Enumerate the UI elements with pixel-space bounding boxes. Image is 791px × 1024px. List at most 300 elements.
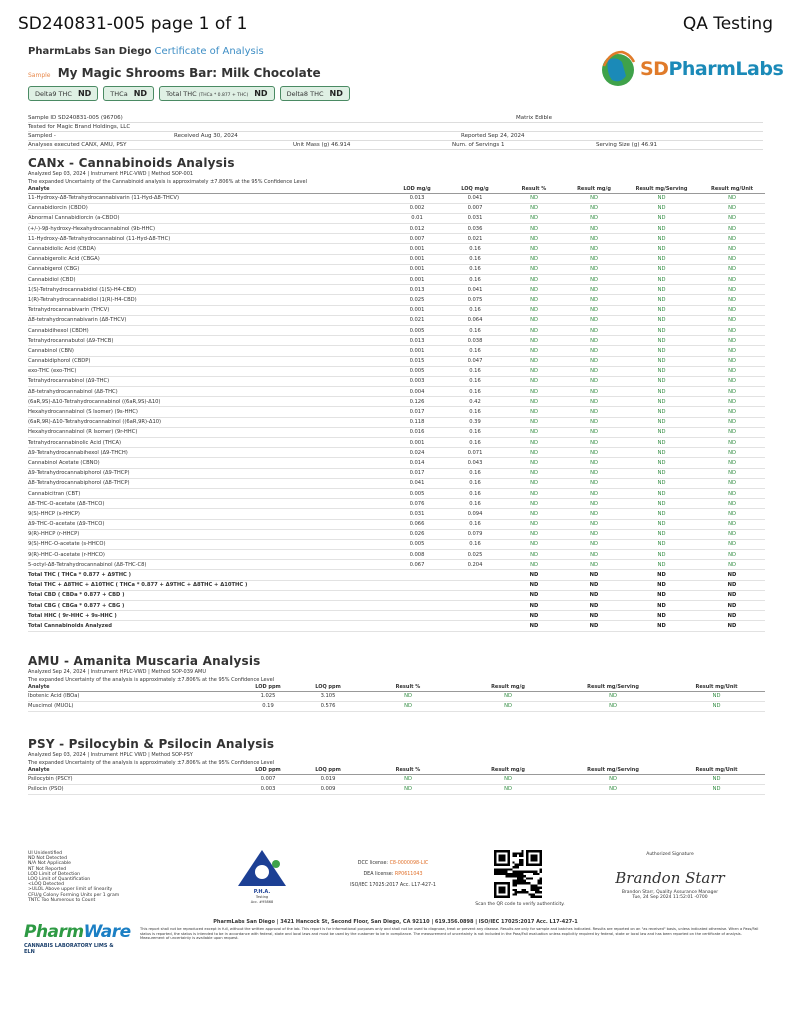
table-row: [28, 458, 765, 468]
analyte-cell: Cannabicitran (CBT): [28, 488, 388, 498]
value-cell: [446, 590, 504, 600]
sample-tag: Sample: [28, 72, 51, 79]
psy-table: [28, 768, 765, 795]
analyte-cell: Cannabidiorcin (CBDO): [28, 203, 388, 213]
value-cell: 0.001: [388, 264, 446, 274]
table-row: [28, 356, 765, 366]
value-cell: 0.16: [446, 539, 504, 549]
value-cell: 0.024: [388, 448, 446, 458]
value-cell: ND: [699, 264, 765, 274]
handwritten-signature: Brandon Starr: [615, 869, 725, 887]
value-cell: ND: [564, 590, 624, 600]
analyte-cell: 1(S)-Tetrahydrocannabidiol (1(S)-H4-CBD): [28, 285, 388, 295]
table-row: [28, 499, 765, 509]
document-id-page: SD240831-005 page 1 of 1: [18, 14, 248, 34]
value-cell: [446, 570, 504, 580]
value-cell: 0.067: [388, 560, 446, 570]
pill-delta9-thc: Delta9 THC ND: [28, 86, 98, 101]
analyte-cell: (6aR,9S)-Δ10-Tetrahydrocannabinol ((6aR,9S)-Δ10): [28, 397, 388, 407]
value-cell: ND: [699, 601, 765, 611]
value-cell: ND: [458, 691, 558, 701]
table-row: [28, 397, 765, 407]
value-cell: ND: [699, 529, 765, 539]
meta-serving-size: Serving Size (g) 46.91: [596, 142, 657, 148]
value-cell: ND: [564, 254, 624, 264]
value-cell: ND: [668, 701, 765, 711]
analyte-cell: Muscimol (MUOL): [28, 701, 238, 711]
value-cell: ND: [624, 529, 699, 539]
value-cell: 0.16: [446, 264, 504, 274]
value-cell: ND: [504, 203, 564, 213]
value-cell: ND: [504, 234, 564, 244]
analyte-cell: Psilocybin (PSCY): [28, 774, 238, 784]
value-cell: ND: [624, 468, 699, 478]
value-cell: ND: [624, 397, 699, 407]
analyte-cell: Psilocin (PSO): [28, 784, 238, 794]
value-cell: ND: [564, 387, 624, 397]
value-cell: ND: [504, 448, 564, 458]
value-cell: ND: [699, 356, 765, 366]
value-cell: 0.038: [446, 336, 504, 346]
meta-reported: Reported Sep 24, 2024: [461, 133, 525, 139]
value-cell: 0.16: [446, 438, 504, 448]
value-cell: ND: [504, 550, 564, 560]
value-cell: ND: [358, 691, 458, 701]
value-cell: ND: [564, 275, 624, 285]
value-cell: ND: [504, 305, 564, 315]
value-cell: ND: [504, 621, 564, 631]
value-cell: ND: [504, 224, 564, 234]
table-row: [28, 346, 765, 356]
pharmware-wordmark: PharmWare: [24, 922, 131, 942]
table-row: [28, 519, 765, 529]
value-cell: ND: [504, 438, 564, 448]
value-cell: ND: [564, 244, 624, 254]
value-cell: 0.16: [446, 305, 504, 315]
value-cell: ND: [699, 346, 765, 356]
value-cell: ND: [558, 691, 668, 701]
analyte-cell: Tetrahydrocannabivarin (THCV): [28, 305, 388, 315]
column-header: LOD ppm: [238, 685, 298, 691]
table-row: [28, 305, 765, 315]
value-cell: ND: [564, 427, 624, 437]
value-cell: ND: [699, 458, 765, 468]
brand-text: SDPharmLabs: [640, 58, 784, 80]
analyte-cell: 1(R)-Tetrahydrocannabidiol (1(R)-H4-CBD): [28, 295, 388, 305]
table-row: [28, 275, 765, 285]
value-cell: ND: [624, 315, 699, 325]
disclaimer: This report shall not be reproduced except in full, without the written approval of the lab. This report is for informational purposes only and shall not be used to diagnose, treat or prevent any disease. Results are only for sample and batches indicated. Results are reported on an "as received" basis, unless indicated otherwise. When a Pass/Fail status is reported, the status is intended to be in accordance with federal, state and local laws and must be used by the customer to be in compliance. The measurement of uncertainty is not included in the Pass/Fail evaluation unless explicitly required by federal, state or local law and has been reported on the certificate of analysis. Measurement of uncertainty is available upon request.: [140, 927, 759, 940]
analyte-cell: Δ9-Tetrahydrocannabihexol (Δ9-THCH): [28, 448, 388, 458]
value-cell: 0.021: [388, 315, 446, 325]
value-cell: ND: [504, 427, 564, 437]
value-cell: ND: [699, 478, 765, 488]
value-cell: ND: [699, 580, 765, 590]
value-cell: ND: [504, 213, 564, 223]
legend-item: ND Not Detected: [28, 856, 68, 862]
value-cell: ND: [564, 346, 624, 356]
value-cell: ND: [564, 264, 624, 274]
value-cell: ND: [624, 336, 699, 346]
value-cell: 0.16: [446, 325, 504, 335]
value-cell: ND: [564, 356, 624, 366]
value-cell: ND: [624, 285, 699, 295]
value-cell: ND: [504, 397, 564, 407]
value-cell: 0.036: [446, 224, 504, 234]
value-cell: ND: [504, 458, 564, 468]
value-cell: 0.003: [238, 784, 298, 794]
value-cell: ND: [564, 285, 624, 295]
value-cell: 1.025: [238, 691, 298, 701]
value-cell: ND: [699, 590, 765, 600]
value-cell: ND: [699, 366, 765, 376]
value-cell: ND: [699, 468, 765, 478]
value-cell: 0.16: [446, 376, 504, 386]
table-row: [28, 295, 765, 305]
value-cell: 0.071: [446, 448, 504, 458]
value-cell: ND: [504, 509, 564, 519]
value-cell: 0.075: [446, 295, 504, 305]
abbreviation-legend: [28, 851, 119, 903]
value-cell: ND: [624, 224, 699, 234]
value-cell: 0.066: [388, 519, 446, 529]
total-row: [28, 590, 765, 600]
value-cell: ND: [564, 203, 624, 213]
analyte-cell: 9(R)-HHCP (r-HHCP): [28, 529, 388, 539]
psy-title: PSY - Psilocybin & Psilocin Analysis: [28, 737, 275, 751]
value-cell: [388, 570, 446, 580]
value-cell: ND: [564, 621, 624, 631]
value-cell: ND: [564, 570, 624, 580]
value-cell: ND: [699, 427, 765, 437]
value-cell: 0.017: [388, 407, 446, 417]
value-cell: 0.007: [238, 774, 298, 784]
value-cell: 0.16: [446, 427, 504, 437]
analyte-cell: Total THC + Δ8THC + Δ10THC ( THCa * 0.877 + Δ9THC + Δ8THC + Δ10THC ): [28, 580, 388, 590]
value-cell: 0.001: [388, 438, 446, 448]
analyte-cell: Δ9-THC-O-acetate (Δ9-THCO): [28, 519, 388, 529]
value-cell: ND: [564, 376, 624, 386]
psy-section: [28, 737, 765, 795]
table-row: [28, 468, 765, 478]
value-cell: [388, 611, 446, 621]
table-row: [28, 427, 765, 437]
pill-thca: THCa ND: [103, 86, 154, 101]
value-cell: ND: [624, 305, 699, 315]
sdpharmlabs-logo: [596, 46, 784, 94]
psy-uncertainty: The expanded Uncertainty of the analysis is approximately ±7.806% at the 95% Confidence Level: [28, 759, 275, 766]
table-row: [28, 701, 765, 711]
value-cell: ND: [564, 529, 624, 539]
signer-name: Brandon Starr, Quality Assurance Manager: [621, 890, 719, 895]
value-cell: 0.16: [446, 346, 504, 356]
pharmware-tagline: CANNABIS LABORATORY LIMS & ELN: [24, 943, 114, 955]
value-cell: ND: [558, 784, 668, 794]
value-cell: ND: [624, 366, 699, 376]
pha-cert: Acc. #95868: [250, 900, 274, 904]
value-cell: [446, 611, 504, 621]
sample-line: [28, 66, 321, 80]
table-row: [28, 448, 765, 458]
value-cell: ND: [564, 488, 624, 498]
canx-analyzed: Analyzed Sep 03, 2024 | Instrument HPLC-VWD | Method SOP-001: [28, 171, 194, 177]
analyte-cell: Cannabidihexol (CBDH): [28, 325, 388, 335]
value-cell: 0.017: [388, 468, 446, 478]
value-cell: [446, 601, 504, 611]
sample-meta: [28, 114, 763, 150]
value-cell: ND: [504, 407, 564, 417]
table-row: [28, 244, 765, 254]
value-cell: ND: [358, 774, 458, 784]
value-cell: 0.003: [388, 376, 446, 386]
value-cell: ND: [504, 611, 564, 621]
value-cell: ND: [504, 336, 564, 346]
table-row: [28, 325, 765, 335]
value-cell: ND: [504, 580, 564, 590]
analyte-cell: 5-octyl-Δ8-Tetrahydrocannabinol (Δ8-THC-C8): [28, 560, 388, 570]
column-header: Analyte: [28, 685, 238, 691]
value-cell: ND: [699, 213, 765, 223]
analyte-cell: Hexahydrocannabinol (S Isomer) (9s-HHC): [28, 407, 388, 417]
value-cell: ND: [699, 560, 765, 570]
value-cell: ND: [668, 691, 765, 701]
value-cell: ND: [504, 519, 564, 529]
value-cell: ND: [504, 275, 564, 285]
value-cell: 0.005: [388, 366, 446, 376]
value-cell: ND: [699, 611, 765, 621]
column-header: Analyte: [28, 768, 238, 774]
analyte-cell: exo-THC (exo-THC): [28, 366, 388, 376]
value-cell: ND: [624, 570, 699, 580]
value-cell: 0.001: [388, 244, 446, 254]
lab-name: PharmLabs San Diego: [28, 46, 152, 57]
value-cell: ND: [564, 468, 624, 478]
canx-table: [28, 187, 765, 632]
value-cell: ND: [624, 478, 699, 488]
column-header: LOQ ppm: [298, 768, 358, 774]
value-cell: ND: [504, 356, 564, 366]
total-row: [28, 621, 765, 631]
value-cell: ND: [699, 244, 765, 254]
value-cell: 0.031: [388, 509, 446, 519]
value-cell: ND: [504, 560, 564, 570]
value-cell: ND: [504, 376, 564, 386]
table-row: [28, 224, 765, 234]
analyte-cell: Cannabidiolic Acid (CBDA): [28, 244, 388, 254]
value-cell: ND: [504, 601, 564, 611]
value-cell: ND: [699, 295, 765, 305]
value-cell: 0.007: [388, 234, 446, 244]
value-cell: ND: [699, 438, 765, 448]
value-cell: ND: [699, 499, 765, 509]
analyte-cell: Tetrahydrocannabutol (Δ9-THCB): [28, 336, 388, 346]
value-cell: 0.16: [446, 407, 504, 417]
value-cell: ND: [624, 417, 699, 427]
value-cell: ND: [624, 601, 699, 611]
value-cell: 0.16: [446, 244, 504, 254]
value-cell: ND: [504, 285, 564, 295]
value-cell: ND: [504, 264, 564, 274]
value-cell: 0.026: [388, 529, 446, 539]
value-cell: ND: [699, 336, 765, 346]
value-cell: ND: [624, 438, 699, 448]
value-cell: ND: [624, 560, 699, 570]
value-cell: 0.021: [446, 234, 504, 244]
value-cell: 0.005: [388, 325, 446, 335]
table-row: [28, 264, 765, 274]
value-cell: 0.001: [388, 305, 446, 315]
table-row: [28, 407, 765, 417]
table-row: [28, 376, 765, 386]
analyte-cell: Total Cannabinoids Analyzed: [28, 621, 388, 631]
value-cell: ND: [624, 590, 699, 600]
meta-received: Received Aug 30, 2024: [174, 133, 238, 139]
value-cell: 0.19: [238, 701, 298, 711]
analyte-cell: Cannabidiol (CBD): [28, 275, 388, 285]
column-header: Result %: [358, 685, 458, 691]
total-row: [28, 611, 765, 621]
value-cell: ND: [624, 356, 699, 366]
value-cell: ND: [699, 417, 765, 427]
value-cell: 0.041: [446, 193, 504, 203]
value-cell: 0.001: [388, 346, 446, 356]
table-row: [28, 315, 765, 325]
table-row: [28, 285, 765, 295]
doc-type: Certificate of Analysis: [154, 46, 264, 57]
table-row: [28, 774, 765, 784]
meta-tested-for: Tested for Magic Brand Holdings, LLC: [28, 124, 131, 130]
value-cell: ND: [699, 407, 765, 417]
value-cell: ND: [624, 427, 699, 437]
value-cell: 0.013: [388, 193, 446, 203]
value-cell: ND: [699, 305, 765, 315]
column-header: LOD mg/g: [388, 187, 446, 193]
column-header: LOQ mg/g: [446, 187, 504, 193]
value-cell: ND: [504, 387, 564, 397]
value-cell: 0.019: [298, 774, 358, 784]
value-cell: [446, 580, 504, 590]
canx-title: CANx - Cannabinoids Analysis: [28, 156, 235, 170]
column-header: Result mg/Serving: [624, 187, 699, 193]
canx-uncertainty: The expanded Uncertainty of the Cannabinoid analysis is approximately ±7.806% at the 95% Confidence Level: [28, 178, 307, 185]
value-cell: ND: [624, 193, 699, 203]
meta-unit-mass: Unit Mass (g) 46.914: [293, 142, 351, 148]
table-row: [28, 488, 765, 498]
table-row: [28, 560, 765, 570]
sign-date: Tue, 24 Sep 2024 11:52:01 -0700: [632, 895, 708, 900]
column-header: Result mg/Unit: [699, 187, 765, 193]
value-cell: ND: [699, 397, 765, 407]
value-cell: 0.094: [446, 509, 504, 519]
table-row: [28, 254, 765, 264]
value-cell: ND: [564, 458, 624, 468]
value-cell: ND: [558, 701, 668, 711]
value-cell: ND: [504, 417, 564, 427]
table-row: [28, 417, 765, 427]
analyte-cell: Total CBG ( CBGa * 0.877 + CBG ): [28, 601, 388, 611]
value-cell: 0.576: [298, 701, 358, 711]
value-cell: 0.01: [388, 213, 446, 223]
value-cell: 0.16: [446, 275, 504, 285]
value-cell: ND: [624, 580, 699, 590]
value-cell: ND: [624, 458, 699, 468]
value-cell: ND: [564, 224, 624, 234]
value-cell: ND: [504, 295, 564, 305]
value-cell: ND: [564, 397, 624, 407]
verification-qr-code[interactable]: [494, 850, 542, 898]
analyte-cell: Cannabinol Acetate (CBNO): [28, 458, 388, 468]
summary-pills: [28, 86, 350, 101]
value-cell: ND: [624, 213, 699, 223]
total-row: [28, 570, 765, 580]
pha-triangle-icon: [232, 846, 292, 904]
value-cell: 0.42: [446, 397, 504, 407]
analyte-cell: Cannabigerolic Acid (CBGA): [28, 254, 388, 264]
total-row: [28, 601, 765, 611]
value-cell: ND: [564, 438, 624, 448]
value-cell: ND: [624, 550, 699, 560]
value-cell: ND: [564, 478, 624, 488]
analyte-cell: Total HHC ( 9r-HHC + 9s-HHC ): [28, 611, 388, 621]
pill-total-thc: Total THC (THCa * 0.877 + THC) ND: [159, 86, 275, 101]
value-cell: ND: [699, 224, 765, 234]
value-cell: ND: [358, 701, 458, 711]
value-cell: ND: [558, 774, 668, 784]
authorized-signature-label: Authorized Signature: [646, 852, 694, 857]
value-cell: 0.005: [388, 539, 446, 549]
analyte-cell: 9(S)-HHC-O-acetate (s-HHCO): [28, 539, 388, 549]
value-cell: ND: [504, 499, 564, 509]
value-cell: 0.047: [446, 356, 504, 366]
value-cell: ND: [624, 539, 699, 549]
value-cell: 0.16: [446, 254, 504, 264]
dea-license: DEA license: RP0611043: [363, 872, 423, 877]
analyte-cell: Total THC ( THCa * 0.877 + Δ9THC ): [28, 570, 388, 580]
value-cell: ND: [458, 784, 558, 794]
column-header: Result %: [358, 768, 458, 774]
pharmware-logo: [24, 922, 131, 960]
value-cell: [388, 621, 446, 631]
value-cell: [388, 580, 446, 590]
value-cell: ND: [564, 295, 624, 305]
analyte-cell: (+/-)-9β-hydroxy-Hexahydrocannabinol (9b-HHC): [28, 224, 388, 234]
column-header: LOQ ppm: [298, 685, 358, 691]
value-cell: ND: [504, 193, 564, 203]
value-cell: 0.004: [388, 387, 446, 397]
value-cell: 0.16: [446, 488, 504, 498]
value-cell: ND: [624, 264, 699, 274]
value-cell: 0.043: [446, 458, 504, 468]
value-cell: [388, 601, 446, 611]
value-cell: 0.014: [388, 458, 446, 468]
analyte-cell: Δ8-tetrahydrocannabivarin (Δ8-THCV): [28, 315, 388, 325]
legend-item: >ULOL Above upper limit of linearity: [28, 887, 113, 893]
meta-servings: Num. of Servings 1: [452, 142, 505, 148]
table-row: [28, 784, 765, 794]
value-cell: ND: [504, 254, 564, 264]
value-cell: 0.16: [446, 519, 504, 529]
column-header: Result mg/g: [458, 685, 558, 691]
value-cell: ND: [564, 499, 624, 509]
value-cell: ND: [564, 315, 624, 325]
analyte-cell: 9(S)-HHCP (s-HHCP): [28, 509, 388, 519]
value-cell: ND: [624, 203, 699, 213]
meta-sample-id: Sample ID SD240831-005 (96706): [28, 115, 123, 121]
table-row: [28, 539, 765, 549]
value-cell: [446, 621, 504, 631]
value-cell: 0.001: [388, 275, 446, 285]
value-cell: ND: [699, 285, 765, 295]
